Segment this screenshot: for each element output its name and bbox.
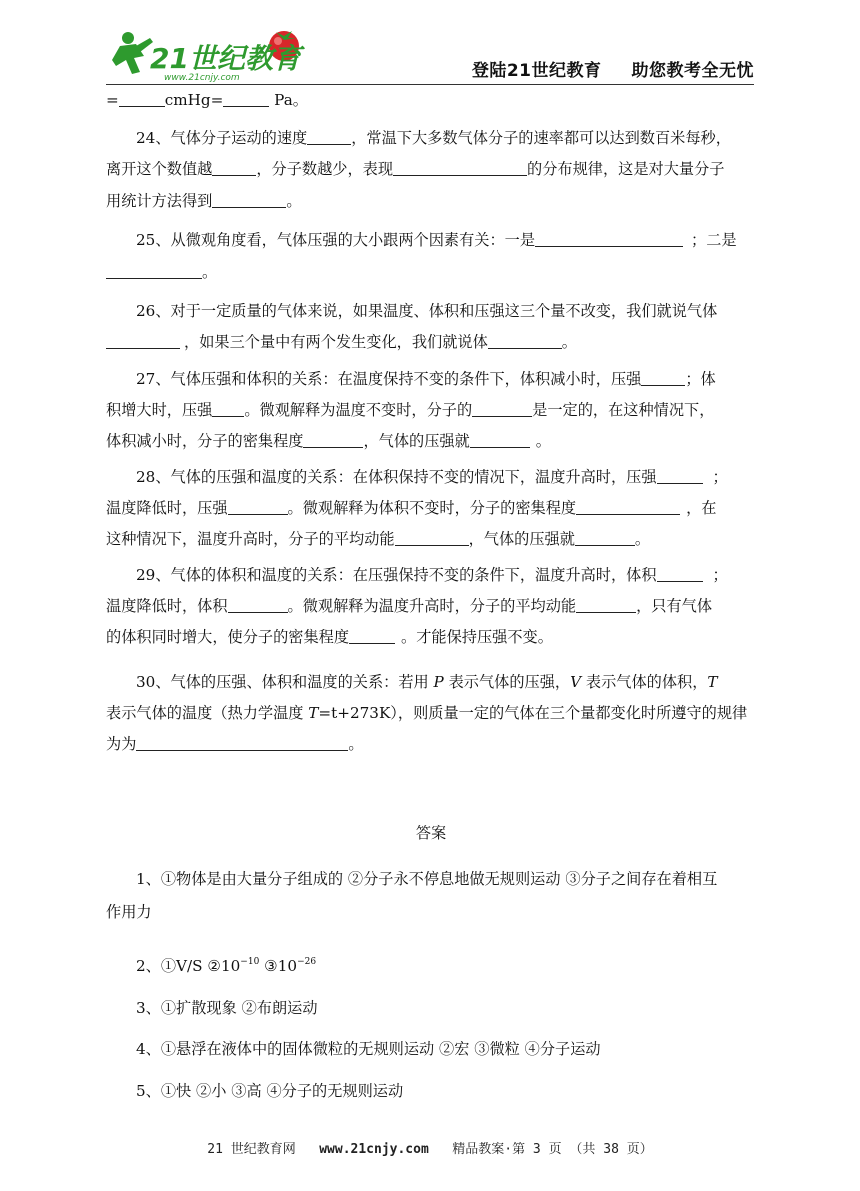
question-25-line-2: 。 [106,262,217,282]
answer-2: 2、①V/S $②10^{-10}$ $③10^{-26}$ [136,957,317,975]
question-29-line-3: 的体积同时增大，使分子的密集程度 。才能保持压强不变。 [106,628,553,646]
answer-blank[interactable] [228,597,288,613]
question-28-line-3: 这种情况下，温度升高时，分子的平均动能 ，气体的压强就 。 [106,530,651,548]
answer-blank[interactable] [212,401,244,417]
page-footer [0,1138,860,1157]
answer-blank[interactable] [106,263,202,279]
footer-site-name: 21 世纪教育网 [207,1142,296,1157]
answer-blank[interactable] [641,370,685,386]
answer-blank[interactable] [488,333,562,349]
answer-1-line-1: 1、①物体是由大量分子组成的 ②分子永不停息地做无规则运动 ③分子之间存在着相互 [136,870,718,888]
answer-blank[interactable] [106,333,180,349]
answer-blank[interactable] [119,91,165,107]
question-30-line-1: 30、气体的压强、体积和温度的关系：若用 P 表示气体的压强，V 表示气体的体积，T [136,673,718,691]
answer-blank[interactable] [212,160,256,176]
slogan-left: 登陆21世纪教育 [471,61,602,81]
site-logo[interactable] [106,26,306,82]
question-29-line-1: 29、气体的体积和温度的关系：在压强保持不变的条件下，温度升高时，体积 ； [136,566,728,584]
question-27-line-3: 体积减小时，分子的密集程度 ，气体的压强就 。 [106,432,551,450]
question-28-line-1: 28、气体的压强和温度的关系：在体积保持不变的情况下，温度升高时，压强 ； [136,468,728,486]
answer-blank[interactable] [472,401,532,417]
footer-url[interactable]: www.21cnjy.com [319,1142,429,1157]
question-30-line-2: 表示气体的温度（热力学温度 T=t+273K），则质量一定的气体在三个量都变化时所遵守的规律 [106,704,748,722]
answer-3: 3、①扩散现象 ②布朗运动 [136,999,318,1017]
answer-blank[interactable] [303,432,363,448]
answer-blank[interactable] [470,432,530,448]
question-27-line-2: 积增大时，压强 。微观解释为温度不变时，分子的 是一定的，在这种情况下， [106,401,715,419]
question-24-line-3: 用统计方法得到 。 [106,192,302,210]
question-24-line-2: 离开这个数值越 ，分子数越少，表现 的分布规律，这是对大量分子 [106,160,725,178]
question-27-line-1: 27、气体压强和体积的关系：在温度保持不变的条件下，体积减小时，压强 ；体 [136,370,716,388]
svg-text:www.21cnjy.com: www.21cnjy.com [164,73,240,82]
answer-5: 5、①快 ②小 ③高 ④分子的无规则运动 [136,1082,404,1100]
question-25-line-1: 25、从微观角度看，气体压强的大小跟两个因素有关：一是 ；二是 [136,231,737,249]
answer-blank[interactable] [212,192,286,208]
header-slogan [442,56,754,81]
question-30-line-3: 为为 。 [106,735,364,753]
answer-blank[interactable] [576,499,680,515]
answer-4: 4、①悬浮在液体中的固体微粒的无规则运动 ②宏 ③微粒 ④分子运动 [136,1040,601,1058]
answer-blank[interactable] [395,530,469,546]
answer-blank[interactable] [657,566,703,582]
answers-heading: 答案 [415,824,447,842]
slogan-right: 助您教考全无忧 [631,61,754,81]
answer-blank[interactable] [307,129,351,145]
footer-page-info: 精品教案·第 3 页 （共 38 页） [452,1142,653,1157]
answer-blank[interactable] [657,468,703,484]
question-29-line-2: 温度降低时，体积 。微观解释为温度升高时，分子的平均动能 ，只有气体 [106,597,712,615]
answer-blank[interactable] [228,499,288,515]
page-header [106,22,754,84]
question-28-line-2: 温度降低时，压强 。微观解释为体积不变时，分子的密集程度 ，在 [106,499,717,517]
q23-tail: = cmHg= Pa。 [106,91,308,109]
answer-1-line-2: 作用力 [106,903,152,921]
logo-graphic [106,26,306,82]
answer-blank[interactable] [393,160,527,176]
answer-blank[interactable] [223,91,269,107]
question-26-line-2: ，如果三个量中有两个发生变化，我们就说体 。 [106,332,577,352]
answer-blank[interactable] [349,628,395,644]
header-divider [106,84,754,85]
answer-blank[interactable] [575,530,635,546]
question-24-line-1: 24、气体分子运动的速度 ，常温下大多数气体分子的速率都可以达到数百米每秒， [136,129,731,147]
answer-blank[interactable] [576,597,636,613]
svg-text:21世纪教育: 21世纪教育 [150,42,301,75]
answer-blank[interactable] [535,231,683,247]
question-26-line-1: 26、对于一定质量的气体来说，如果温度、体积和压强这三个量不改变，我们就说气体 [136,302,718,320]
answer-blank[interactable] [136,735,348,751]
